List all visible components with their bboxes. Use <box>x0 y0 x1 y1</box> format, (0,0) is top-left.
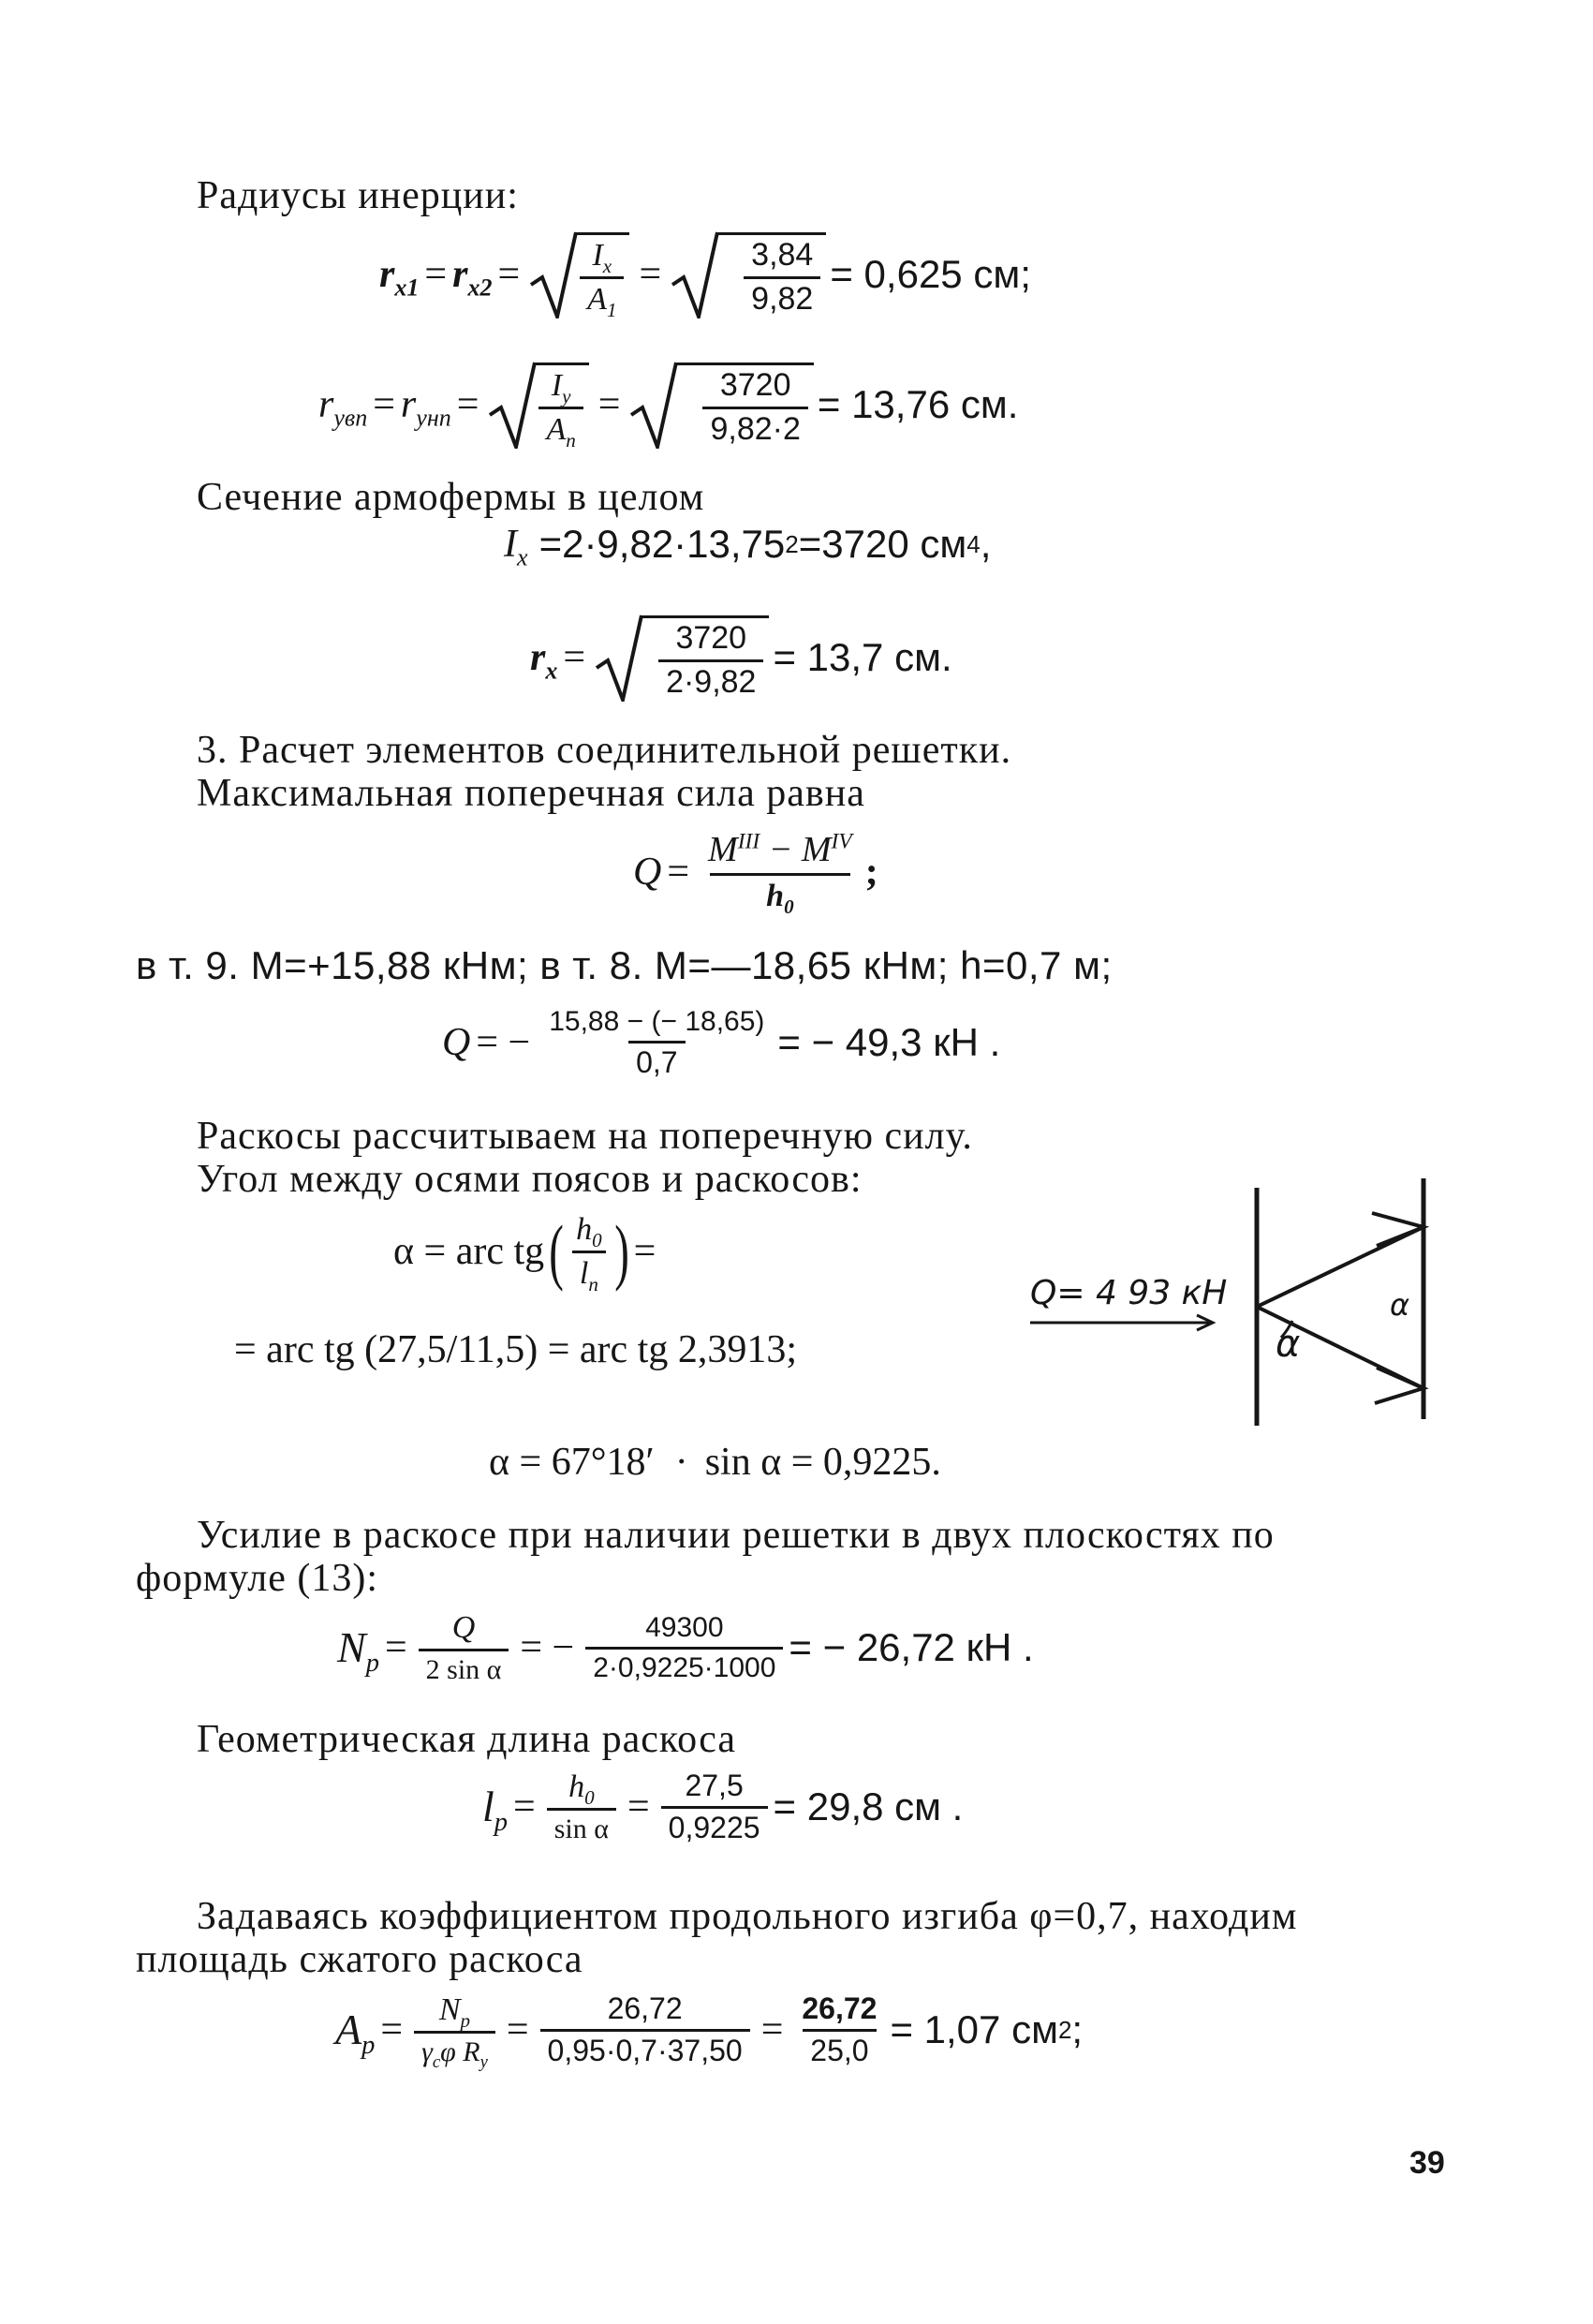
braces-text: Раскосы рассчитываем на поперечную силу. <box>197 1115 973 1158</box>
max-force-text: Максимальная поперечная сила равна <box>197 772 865 815</box>
step3-heading: 3. Расчет элементов соединительной решетки. <box>197 729 1012 772</box>
alpha-formula-2: = arc tg (27,5/11,5) = arc tg 2,3913; <box>234 1328 798 1371</box>
effort-text-2: формуле (13): <box>136 1557 379 1600</box>
sqrt-3720: $\frac{3720}{9,82\cdot 2}$ <box>629 361 813 449</box>
np-formula: $N_p$ = $\frac{Q}{\text{2 sin α}}$ = − $\frac{49300}{2\cdot 0,9225\cdot 1000}$ = − 26,72 кН . <box>337 1610 1034 1685</box>
rx-formula: $r_{x1}$ = $r_{x2}$ = $\frac{I_x}{A_1}$ = $\frac{3,84}{9,82}$ = 0,625 см; <box>379 230 1031 318</box>
rx-total-formula: $r_x$ = $\frac{3720}{2\cdot 9,82}$ = 13,7 см. <box>530 614 952 702</box>
section-heading: Сечение армофермы в целом <box>197 476 705 519</box>
q-value-formula: Q = − $\frac{15,88 - (- 18,65)}{0,7}$ = − 49,3 кН . <box>442 1006 1001 1079</box>
alpha-label-left: α <box>1276 1323 1301 1366</box>
sqrt-iy-an: $\frac{I_y}{A_п}$ <box>488 361 588 449</box>
force-label: Q= 4 93 кН <box>1030 1274 1228 1312</box>
lp-formula: $l_p$ = $\frac{h_0}{\text{sin α}}$ = $\frac{27,5}{0,9225}$ = 29,8 см . <box>482 1769 964 1844</box>
page-number: 39 <box>1409 2145 1445 2181</box>
radii-heading: Радиусы инерции: <box>197 174 519 217</box>
sqrt-3-84: $\frac{3,84}{9,82}$ <box>671 230 826 318</box>
points-text: в т. 9. М=+15,88 кНм; в т. 8. М=—18,65 кНм; h=0,7 м; <box>136 943 1113 987</box>
sqrt-3720-total: $\frac{3720}{2\cdot 9,82}$ <box>595 614 769 702</box>
ry-formula: $r_{yвп}$ = $r_{yнп}$ = $\frac{I_y}{A_п}$ = $\frac{3720}{9,82\cdot 2}$ = 13,76 см. <box>318 361 1018 449</box>
lattice-sketch <box>1011 1171 1461 1433</box>
coef-text-2: площадь сжатого раскоса <box>136 1938 583 1981</box>
q-formula: Q = $\frac{M^{III} - M^{IV}}{h_0}$ ; <box>633 829 878 918</box>
effort-text-1: Усилие в раскосе при наличии решетки в двух плоскостях по <box>197 1514 1275 1557</box>
geom-text: Геометрическая длина раскоса <box>197 1718 736 1761</box>
alpha-label-right: α <box>1390 1287 1410 1323</box>
angle-text: Угол между осями поясов и раскосов: <box>197 1158 863 1201</box>
ix-formula: $I_x$ =2·9,82·13,75 2 =3720 см 4 , <box>504 522 992 571</box>
ap-formula: $A_p$ = $\frac{N_p}{\gamma_c\varphi R_y}$ = $\frac{26,72}{0,95\cdot 0,7\cdot 37,50}$ = $\frac{26,72}{25,0}$ = 1,07 см 2 ; <box>335 1991 1084 2072</box>
alpha-formula-3: α = 67°18′ · sin α = 0,9225. <box>489 1441 941 1484</box>
alpha-formula-1: α = arc tg ( $\frac{h_0}{l_n}$ ) = <box>393 1210 656 1295</box>
sqrt-ix-a1: $\frac{I_x}{A_1}$ <box>529 230 629 318</box>
coef-text-1: Задаваясь коэффициентом продольного изгиба φ=0,7, находим <box>197 1895 1298 1938</box>
